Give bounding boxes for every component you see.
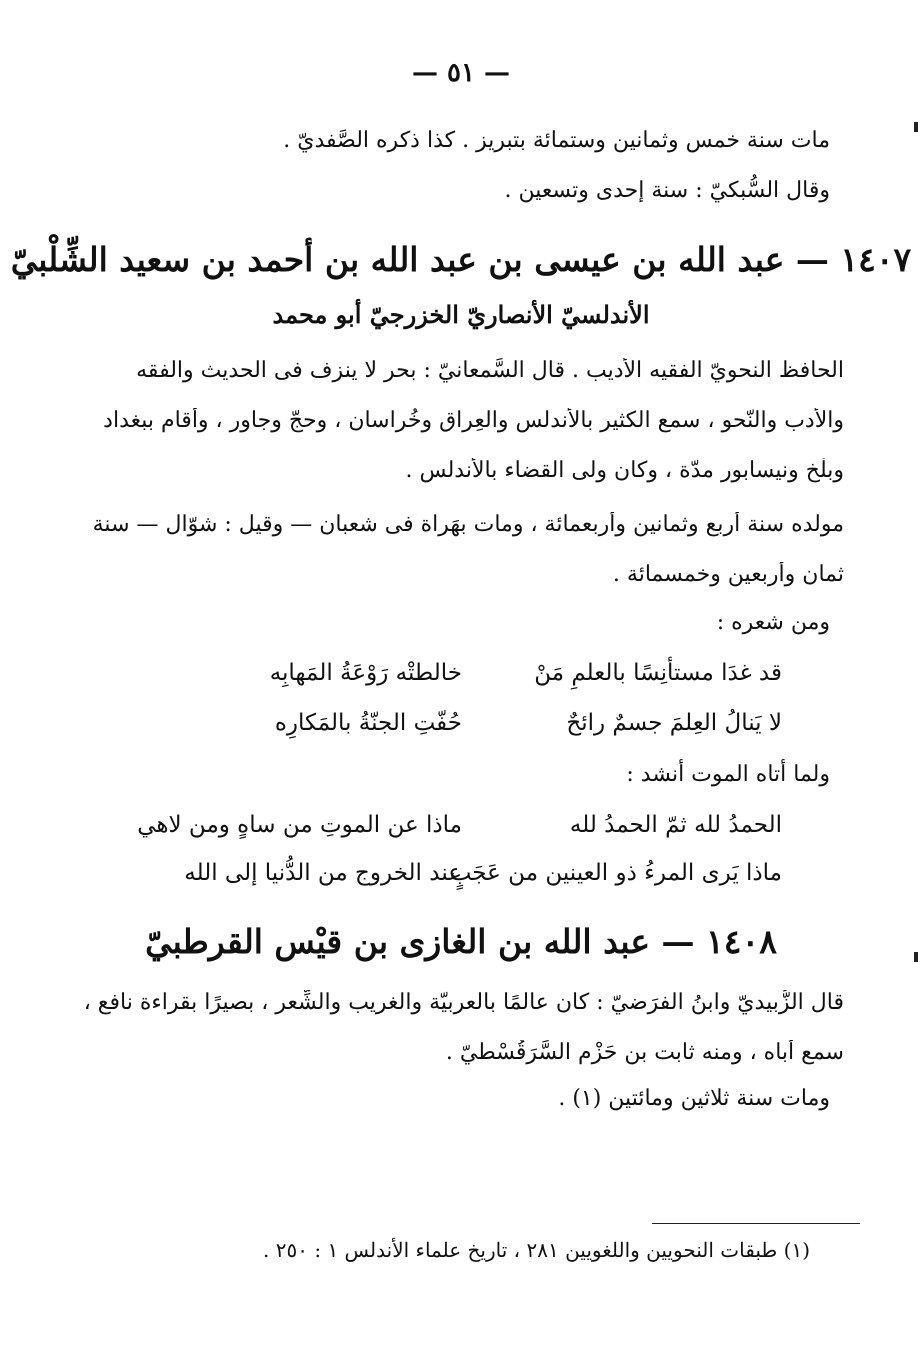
verse-first-hemistich: قد غدَا مستأنِسًا بالعلمِ مَنْ: [534, 660, 782, 686]
verse-second-hemistich: ماذا عن الموتِ من ساهٍ ومن لاهي: [137, 812, 462, 838]
footnote-divider: [652, 1223, 860, 1224]
death-intro: ولما أتاه الموت أنشد :: [626, 762, 830, 787]
verse-first-hemistich: ماذا يَرى المرءُ ذو العينين من عَجَبٍ: [449, 860, 782, 886]
verse-first-hemistich: الحمدُ لله ثمّ الحمدُ لله: [569, 812, 782, 838]
verse-second-hemistich: حُفّتِ الجنّةُ بالمَكارِه: [274, 710, 462, 736]
text-line: سمع أباه ، ومنه ثابت بن حَزْم السَّرَقُسْطيّ .: [445, 1040, 844, 1065]
verse-second-hemistich: خالطتْه رَوْعَةُ المَهابِه: [269, 660, 462, 686]
text-line: الحافظ النحويّ الفقيه الأديب . قال السَّمعانيّ : بحر لا ينزف فى الحديث والفقه: [136, 358, 844, 383]
entry-heading-1408: ١٤٠٨ — عبد الله بن الغازى بن قيْس القرطبيّ: [145, 922, 777, 961]
text-line: مولده سنة أربع وثمانين وأربعمائة ، ومات بهَراة فى شعبان — وقيل : شوّال — سنة: [92, 512, 844, 537]
page-number: — ٥١ —: [411, 58, 511, 88]
text-line: ومات سنة ثلاثين ومائتين (١) .: [558, 1086, 830, 1111]
text-line: والأدب والنّحو ، سمع الكثير بالأندلس والعِراق وخُراسان ، وحجّ وجاور ، وأقام ببغداد: [103, 408, 844, 433]
entry-heading-1407: ١٤٠٧ — عبد الله بن عيسى بن عبد الله بن أحمد بن سعيد الشِّلْبيّ: [10, 240, 912, 279]
verse-first-hemistich: لا يَنالُ العِلمَ جسمٌ رائحٌ: [566, 710, 782, 736]
text-line: وبلْخ ونيسابور مدّة ، وكان ولى القضاء بالأندلس .: [405, 458, 844, 483]
entry-subheading-1407: الأندلسيّ الأنصاريّ الخزرجيّ أبو محمد: [272, 300, 650, 329]
verse-second-hemistich: عند الخروج من الدُّنيا إلى الله: [184, 860, 462, 886]
margin-mark: [914, 122, 918, 132]
text-line: مات سنة خمس وثمانين وستمائة بتبريز . كذا ذكره الصَّفديّ .: [283, 128, 830, 153]
text-line: قال الزُّبيديّ وابنُ الفرَضيّ : كان عالمًا بالعربيّة والغريب والشِّعر ، بصيرًا بقراءة نافع ،: [83, 990, 844, 1015]
text-line: ثمان وأربعين وخمسمائة .: [612, 562, 844, 587]
footnote: (١) طبقات النحويين واللغويين ٢٨١ ، تاريخ علماء الأندلس ١ : ٢٥٠ .: [263, 1238, 810, 1262]
poetry-intro: ومن شعره :: [716, 610, 830, 635]
text-line: وقال السُّبكيّ : سنة إحدى وتسعين .: [504, 178, 830, 203]
